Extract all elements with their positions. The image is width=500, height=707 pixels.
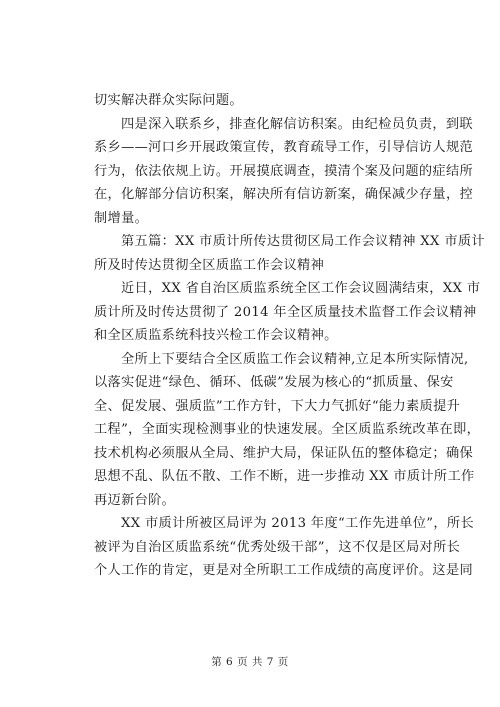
text-line: 思想不乱、队伍不散、工作不断，进一步推动 XX 市质计所工作 bbox=[94, 469, 475, 484]
paragraph bbox=[94, 277, 481, 348]
text-line: 工程”，全面实现检测事业的快速发展。全区质监系统改革在即， bbox=[94, 422, 481, 437]
paragraph bbox=[94, 348, 481, 513]
text-line: 和全区质监系统科技兴检工作会议精神。 bbox=[94, 328, 338, 343]
paragraph bbox=[94, 512, 474, 583]
text-line: 切实解决群众实际问题。 bbox=[94, 93, 243, 108]
text-line: 四是深入联系乡，排查化解信访积案。由纪检员负责，到联 bbox=[121, 116, 473, 132]
text-line: 行为，依法依规上访。开展摸底调查，摸清个案及问题的症结所 bbox=[94, 163, 474, 179]
page-number-footer: 第 6 页 共 7 页 bbox=[211, 656, 289, 668]
text-line: 在，化解部分信访积案，解决所有信访新案，确保减少存量，控 bbox=[94, 187, 474, 202]
text-line: 个人工作的肯定，更是对全所职工工作成绩的高度评价。这是同 bbox=[94, 563, 474, 578]
text-line: 所及时传达贯彻全区质监工作会议精神 bbox=[94, 257, 325, 273]
paragraph bbox=[94, 113, 474, 231]
text-line: 再迈新台阶。 bbox=[94, 492, 176, 508]
text-line: 以落实促进“绿色、循环、低碳”发展为核心的“抓质量、保安 bbox=[94, 375, 454, 390]
text-line: XX 市质计所被区局评为 2013 年度“工作先进单位”，所长 bbox=[121, 516, 474, 531]
text-line: 全、促发展、强质监”工作方针，下大力气抓好“能力素质提升 bbox=[94, 398, 461, 414]
text-line: 系乡——河口乡开展政策宣传，教育疏导工作，引导信访人规范 bbox=[94, 140, 474, 155]
text-line: 质计所及时传达贯彻了 2014 年全区质量技术监督工作会议精神 bbox=[94, 304, 477, 320]
text-line: 技术机构必须服从全局、维护大局，保证队伍的整体稳定；确保 bbox=[94, 445, 474, 461]
text-line: 近日，XX 省自治区质监系统全区工作会议圆满结束，XX 市 bbox=[121, 281, 481, 296]
paragraph bbox=[94, 89, 410, 113]
text-line: 被评为自治区质监系统“优秀处级干部”，这不仅是区局对所长 bbox=[94, 539, 461, 555]
text-line: 制增量。 bbox=[94, 210, 149, 226]
section-heading bbox=[94, 230, 485, 277]
text-line: 全所上下要结合全区质监工作会议精神,立足本所实际情况, bbox=[121, 351, 469, 367]
text-line: 第五篇：XX 市质计所传达贯彻区局工作会议精神 XX 市质计 bbox=[121, 234, 485, 249]
document-body bbox=[94, 89, 485, 583]
